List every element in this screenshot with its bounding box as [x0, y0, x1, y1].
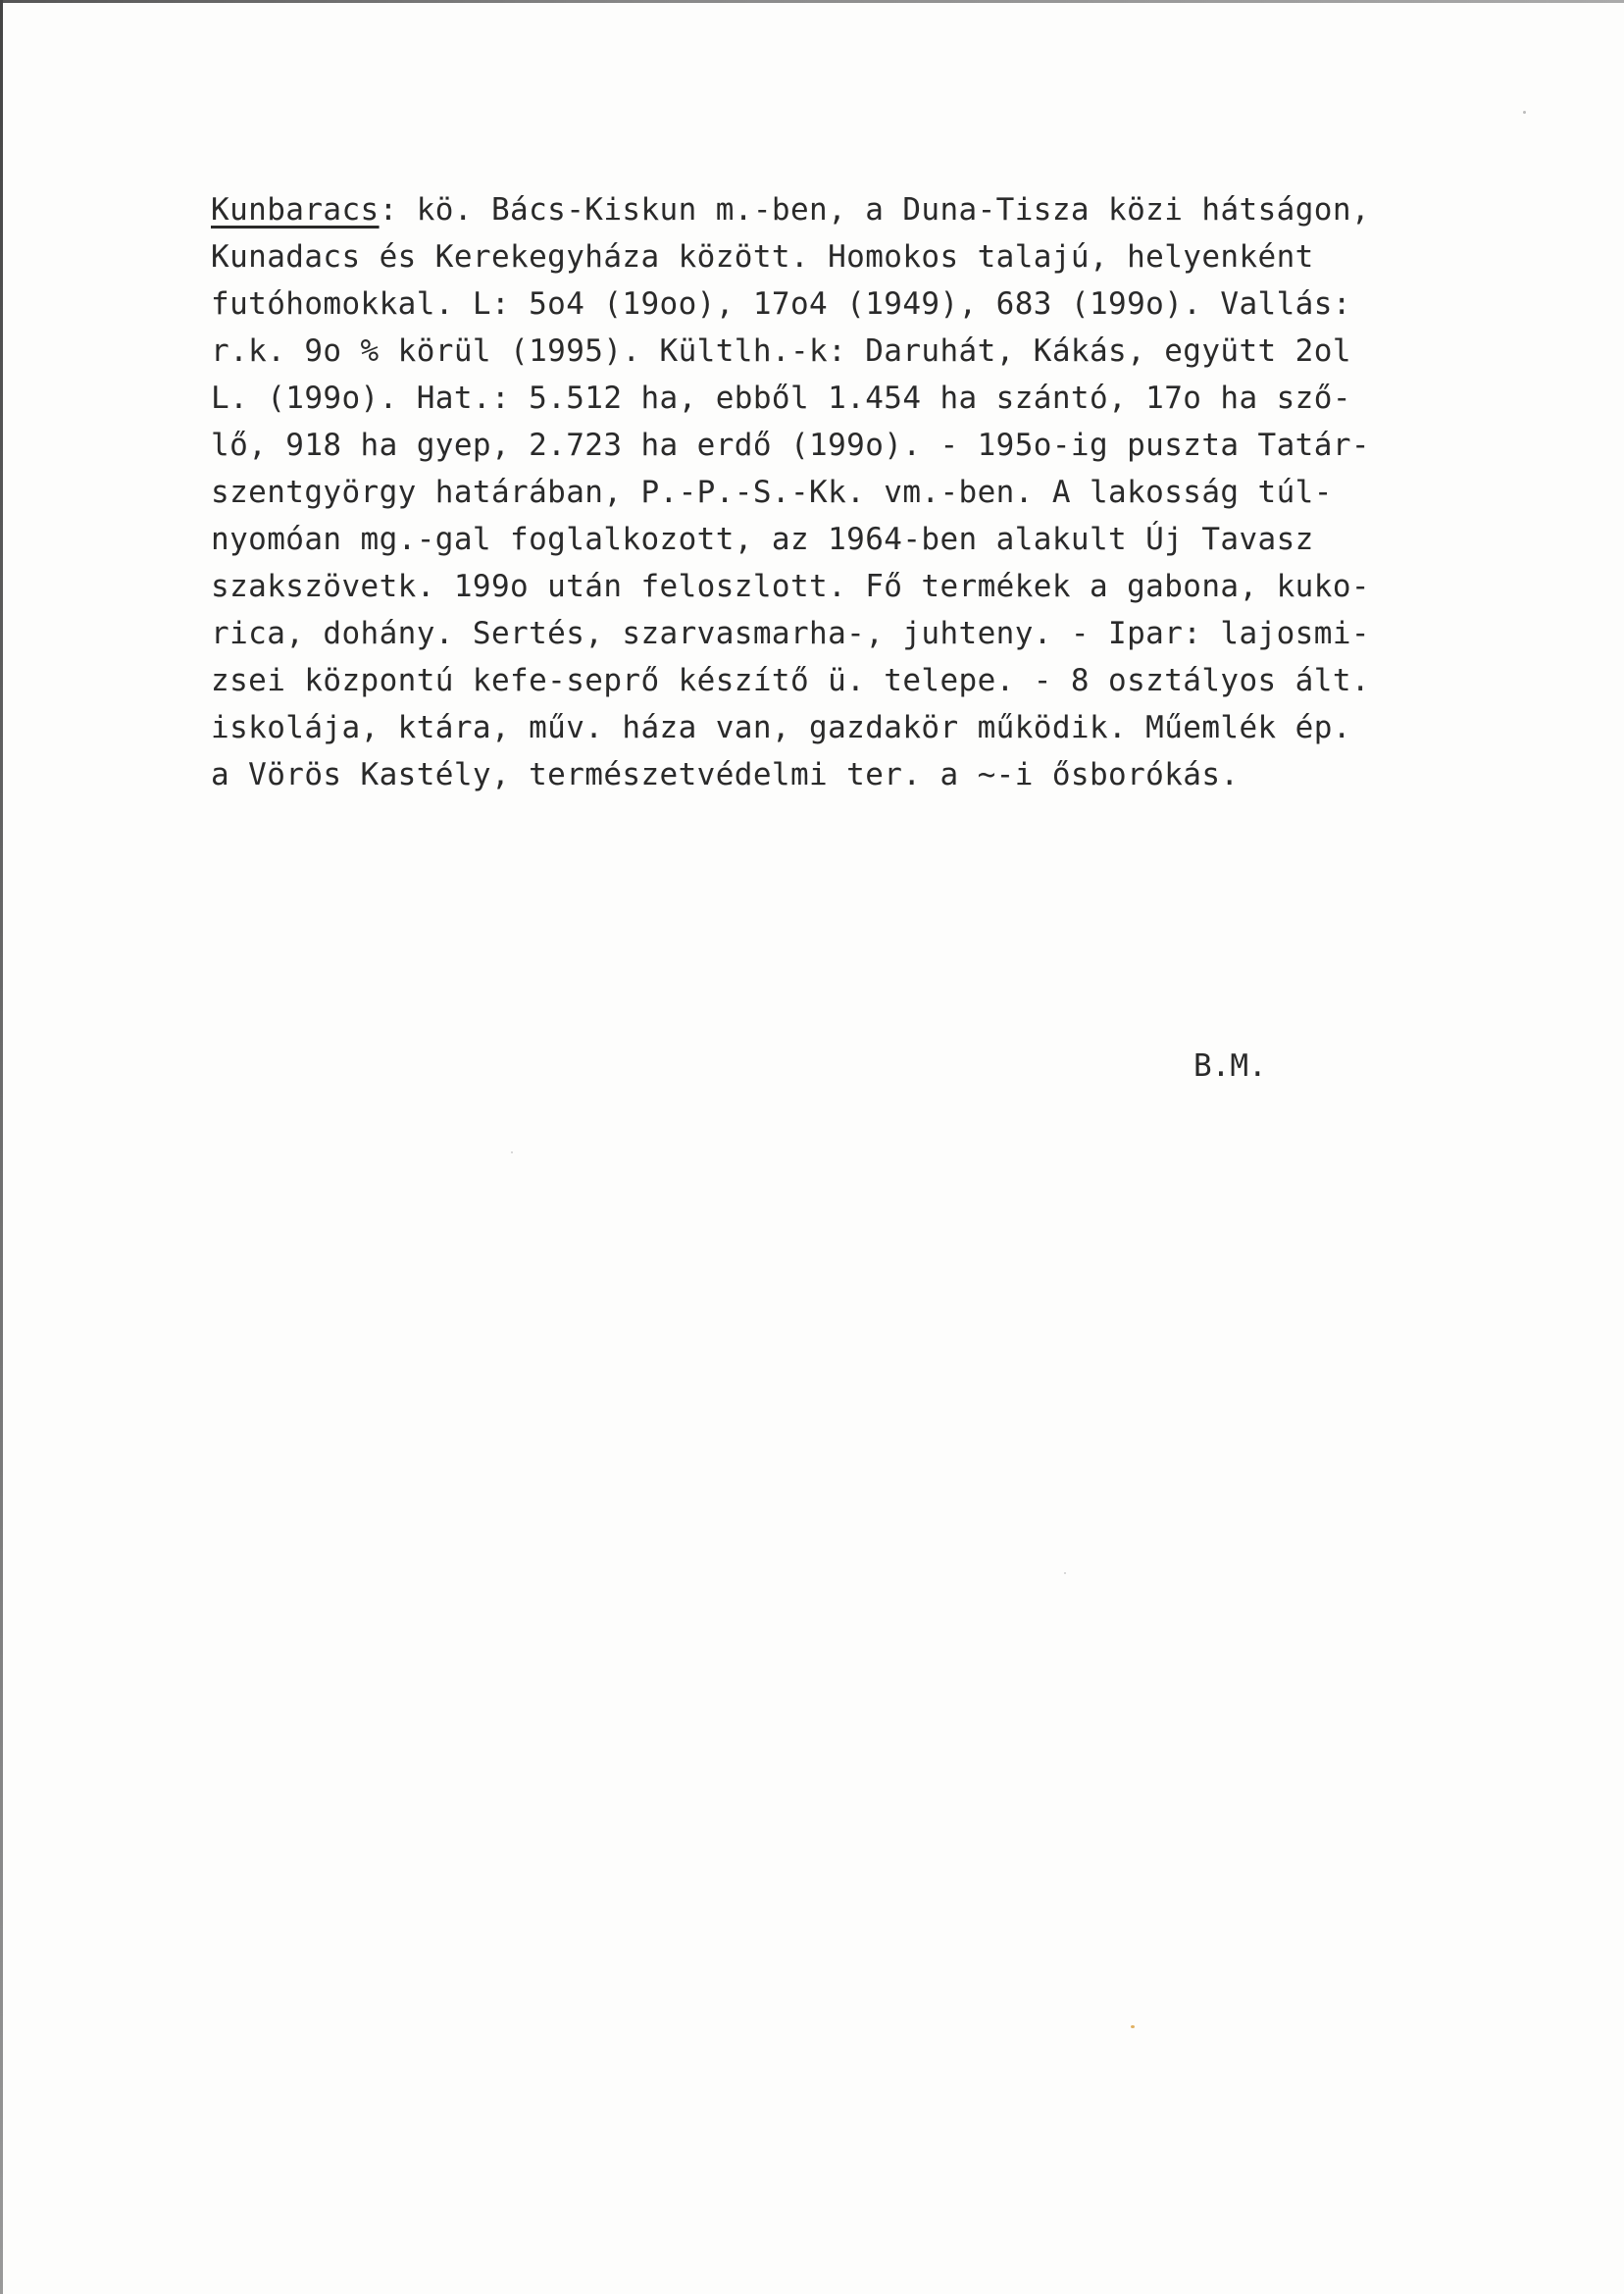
paper-speck	[511, 1151, 513, 1153]
entry-line-4: r.k. 9o % körül (1995). Kültlh.-k: Daruhát, Kákás, együtt 2ol	[211, 333, 1351, 369]
scan-edge-left	[0, 0, 3, 2294]
entry-line-11: zsei központú kefe-seprő készítő ü. telepe. - 8 osztályos ált.	[211, 663, 1370, 698]
author-signature: B.M.	[1193, 1048, 1267, 1084]
entry-line-3: futóhomokkal. L: 5o4 (19oo), 17o4 (1949), 683 (199o). Vallás:	[211, 286, 1351, 322]
paper-speck	[1064, 1572, 1066, 1574]
entry-line-5: L. (199o). Hat.: 5.512 ha, ebből 1.454 ha szántó, 17o ha sző-	[211, 381, 1351, 416]
entry-line-10: rica, dohány. Sertés, szarvasmarha-, juhteny. - Ipar: lajosmi-	[211, 616, 1370, 651]
entry-line-2: Kunadacs és Kerekegyháza között. Homokos talajú, helyenként	[211, 239, 1314, 275]
paper-speck	[1131, 2025, 1135, 2028]
entry-line-8: nyomóan mg.-gal foglalkozott, az 1964-ben alakult Új Tavasz	[211, 522, 1314, 557]
entry-line-1-rest: : kö. Bács-Kiskun m.-ben, a Duna-Tisza közi hátságon,	[379, 192, 1370, 228]
entry-headword: Kunbaracs	[211, 192, 380, 228]
scan-edge-top	[0, 0, 1624, 3]
entry-line-9: szakszövetk. 199o után feloszlott. Fő termékek a gabona, kuko-	[211, 569, 1370, 604]
entry-line-6: lő, 918 ha gyep, 2.723 ha erdő (199o). - 195o-ig puszta Tatár-	[211, 428, 1370, 463]
entry-text	[211, 186, 1446, 798]
entry-line-13: a Vörös Kastély, természetvédelmi ter. a ~-i ősborókás.	[211, 757, 1240, 792]
paper-speck	[1523, 111, 1526, 114]
entry-line-12: iskolája, ktára, műv. háza van, gazdakör működik. Műemlék ép.	[211, 710, 1351, 745]
entry-line-7: szentgyörgy határában, P.-P.-S.-Kk. vm.-ben. A lakosság túl-	[211, 475, 1333, 510]
entry-line-1	[211, 186, 1446, 233]
